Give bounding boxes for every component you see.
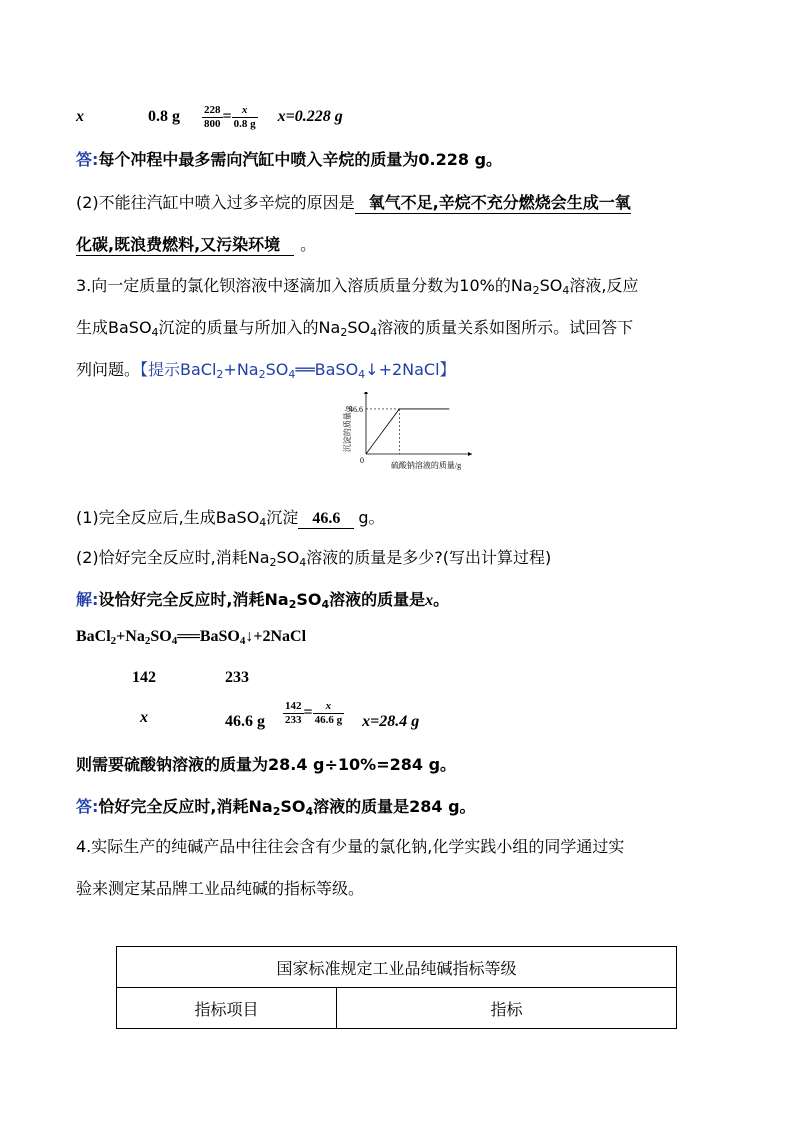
calc-line-2: 46.6 g $\frac{142}{233}$ = $\frac{x}{46.6 g}$ x=28.4 g xyxy=(225,700,420,731)
molar-mass-142: 142 xyxy=(132,669,156,686)
solution-result: 则需要硫酸钠溶液的质量为28.4 g÷10%=284 g。 xyxy=(76,755,457,774)
solution-intro: 解:设恰好完全反应时,消耗$Na_2SO_4$溶液的质量是x。 xyxy=(76,590,450,611)
fraction-142-233: $\frac{142}{233}$ xyxy=(285,700,302,726)
table-header-value: 指标 xyxy=(337,988,677,1029)
result-value: x=0.228 g xyxy=(277,108,343,126)
var-x: x xyxy=(76,108,84,126)
standard-table xyxy=(116,946,677,1029)
answer-2: 答:恰好完全反应时,消耗$Na_2SO_4$溶液的质量是284 g。 xyxy=(76,797,476,818)
molar-mass-233: 233 xyxy=(225,669,249,686)
question-3-line-3: 列问题。【提示$BaCl_2+Na_2SO_4══BaSO_4↓+2NaCl$】 xyxy=(76,360,456,381)
answer-blank-2: 化碳,既浪费燃料,又污染环境 xyxy=(76,232,294,256)
table-header-item: 指标项目 xyxy=(117,988,337,1029)
answer-blank-1: 氧气不足,辛烷不充分燃烧会生成一氧 xyxy=(355,190,631,214)
y-axis-label: 沉淀的质量/g xyxy=(343,405,352,453)
y-tick-label: 46.6 xyxy=(349,404,363,414)
hint: 【提示$BaCl_2+Na_2SO_4══BaSO_4↓+2NaCl$】 xyxy=(140,360,456,381)
mass-value: 0.8 g xyxy=(148,108,180,126)
question-3-line-1: 3.向一定质量的氯化钡溶液中逐滴加入溶质质量分数为10%的$Na_2SO_4$溶液,反应 xyxy=(76,276,639,297)
calc-var-x: x xyxy=(140,709,148,726)
answer-1: 答:每个冲程中最多需向汽缸中喷入辛烷的质量为0.228 g。 xyxy=(76,150,503,169)
question-4-line-2: 验来测定某品牌工业品纯碱的指标等级。 xyxy=(76,879,365,898)
series-line xyxy=(366,409,449,454)
question-3-2: (2)恰好完全反应时,消耗$Na_2SO_4$溶液的质量是多少?(写出计算过程) xyxy=(76,548,552,569)
question-2-line-1: (2)不能往汽缸中喷入过多辛烷的原因是 氧气不足,辛烷不充分燃烧会生成一氧 xyxy=(76,190,631,214)
calc-line-1: x 0.8 g $\frac{228}{800}$ = $\frac{x}{0.8 g}$ x=0.228 g xyxy=(76,104,343,130)
answer-label: 答: xyxy=(76,797,99,816)
table-title: 国家标准规定工业品纯碱指标等级 xyxy=(117,947,677,988)
answer-label: 答: xyxy=(76,150,99,169)
fraction-228-800: $\frac{228}{800}$ xyxy=(204,104,221,130)
precipitate-chart xyxy=(328,392,478,474)
question-4-line-1: 4.实际生产的纯碱产品中往往会含有少量的氯化钠,化学实践小组的同学通过实 xyxy=(76,837,625,856)
solution-label: 解: xyxy=(76,590,99,609)
origin-label: 0 xyxy=(360,456,364,465)
x-axis-arrow xyxy=(468,452,472,456)
question-3-line-2: 生成BaSO$_4$沉淀的质量与所加入的$Na_2SO_4$溶液的质量关系如图所示。试回答下 xyxy=(76,318,634,339)
fraction-x-466: $\frac{x}{46.6 g}$ xyxy=(314,700,343,726)
y-axis-arrow xyxy=(364,392,368,394)
answer-blank-46-6: 46.6 xyxy=(298,510,354,529)
question-3-1: (1)完全反应后,生成BaSO$_4$沉淀 46.6 g。 xyxy=(76,508,385,529)
chemical-equation: $BaCl_2+Na_2SO_4══BaSO_4↓+2NaCl$ xyxy=(76,628,307,647)
question-2-line-2: 化碳,既浪费燃料,又污染环境 。 xyxy=(76,232,316,256)
fraction-x-08: $\frac{x}{0.8 g}$ xyxy=(233,104,256,130)
x-axis-label: 硫酸钠溶液的质量/g xyxy=(390,461,462,470)
